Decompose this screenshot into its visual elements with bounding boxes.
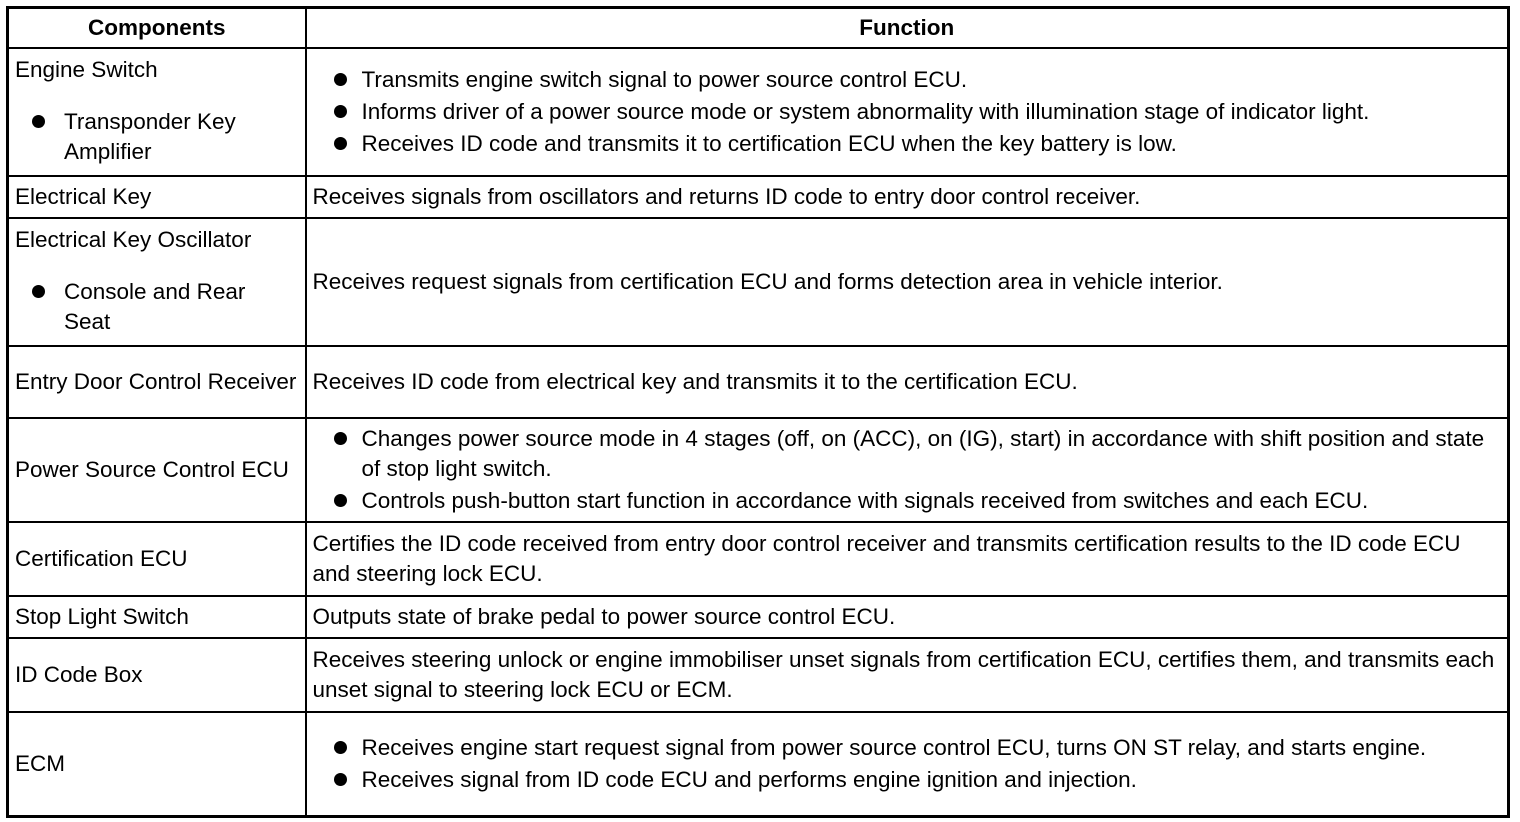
bullet-icon [334, 105, 347, 118]
table-row [8, 48, 1509, 176]
function-item: Informs driver of a power source mode or system abnormality with illumination stage of indicator light. [313, 97, 1504, 127]
component-cell: Stop Light Switch [8, 596, 306, 638]
bullet-icon [334, 137, 347, 150]
table-row [8, 418, 1509, 522]
sub-component-list [15, 107, 279, 167]
function-cell: Receives signals from oscillators and returns ID code to entry door control receiver. [306, 176, 1509, 218]
bullet-icon [334, 73, 347, 86]
function-item: Receives ID code and transmits it to certification ECU when the key battery is low. [313, 129, 1504, 159]
table-row [8, 712, 1509, 816]
component-cell [8, 48, 306, 176]
component-cell [8, 218, 306, 346]
function-list [313, 733, 1504, 795]
table-row [8, 522, 1509, 596]
bullet-icon [334, 741, 347, 754]
bullet-icon [32, 115, 45, 128]
component-cell: Electrical Key [8, 176, 306, 218]
table-row [8, 218, 1509, 346]
function-cell: Receives request signals from certification ECU and forms detection area in vehicle interior. [306, 218, 1509, 346]
table-row [8, 596, 1509, 638]
component-cell: ID Code Box [8, 638, 306, 712]
function-cell: Certifies the ID code received from entry door control receiver and transmits certification results to the ID code ECU and steering lock ECU. [306, 522, 1509, 596]
component-name: Electrical Key Oscillator [15, 227, 252, 252]
component-cell: Certification ECU [8, 522, 306, 596]
function-item: Receives signal from ID code ECU and performs engine ignition and injection. [313, 765, 1504, 795]
component-name: Engine Switch [15, 57, 158, 82]
function-cell [306, 712, 1509, 816]
component-cell: Entry Door Control Receiver [8, 346, 306, 418]
component-cell: Power Source Control ECU [8, 418, 306, 522]
function-cell [306, 48, 1509, 176]
table-row [8, 346, 1509, 418]
function-item: Changes power source mode in 4 stages (off, on (ACC), on (IG), start) in accordance with shift position and state of stop light switch. [313, 424, 1504, 484]
header-row [8, 8, 1509, 49]
bullet-icon [334, 494, 347, 507]
function-cell: Outputs state of brake pedal to power source control ECU. [306, 596, 1509, 638]
components-function-table [6, 6, 1510, 818]
function-item: Transmits engine switch signal to power source control ECU. [313, 65, 1504, 95]
header-components: Components [8, 8, 306, 49]
function-item: Controls push-button start function in accordance with signals received from switches and each ECU. [313, 486, 1504, 516]
sub-component-item: Console and Rear Seat [15, 277, 279, 337]
bullet-icon [334, 773, 347, 786]
bullet-icon [334, 432, 347, 445]
function-item: Receives engine start request signal from power source control ECU, turns ON ST relay, and starts engine. [313, 733, 1504, 763]
table-row [8, 638, 1509, 712]
function-list [313, 65, 1504, 159]
function-cell: Receives ID code from electrical key and transmits it to the certification ECU. [306, 346, 1509, 418]
header-function: Function [306, 8, 1509, 49]
function-cell: Receives steering unlock or engine immobiliser unset signals from certification ECU, certifies them, and transmits each unset signal to steering lock ECU or ECM. [306, 638, 1509, 712]
component-cell: ECM [8, 712, 306, 816]
table-row [8, 176, 1509, 218]
bullet-icon [32, 285, 45, 298]
function-cell [306, 418, 1509, 522]
function-list [313, 424, 1504, 516]
sub-component-item: Transponder Key Amplifier [15, 107, 279, 167]
sub-component-list [15, 277, 279, 337]
